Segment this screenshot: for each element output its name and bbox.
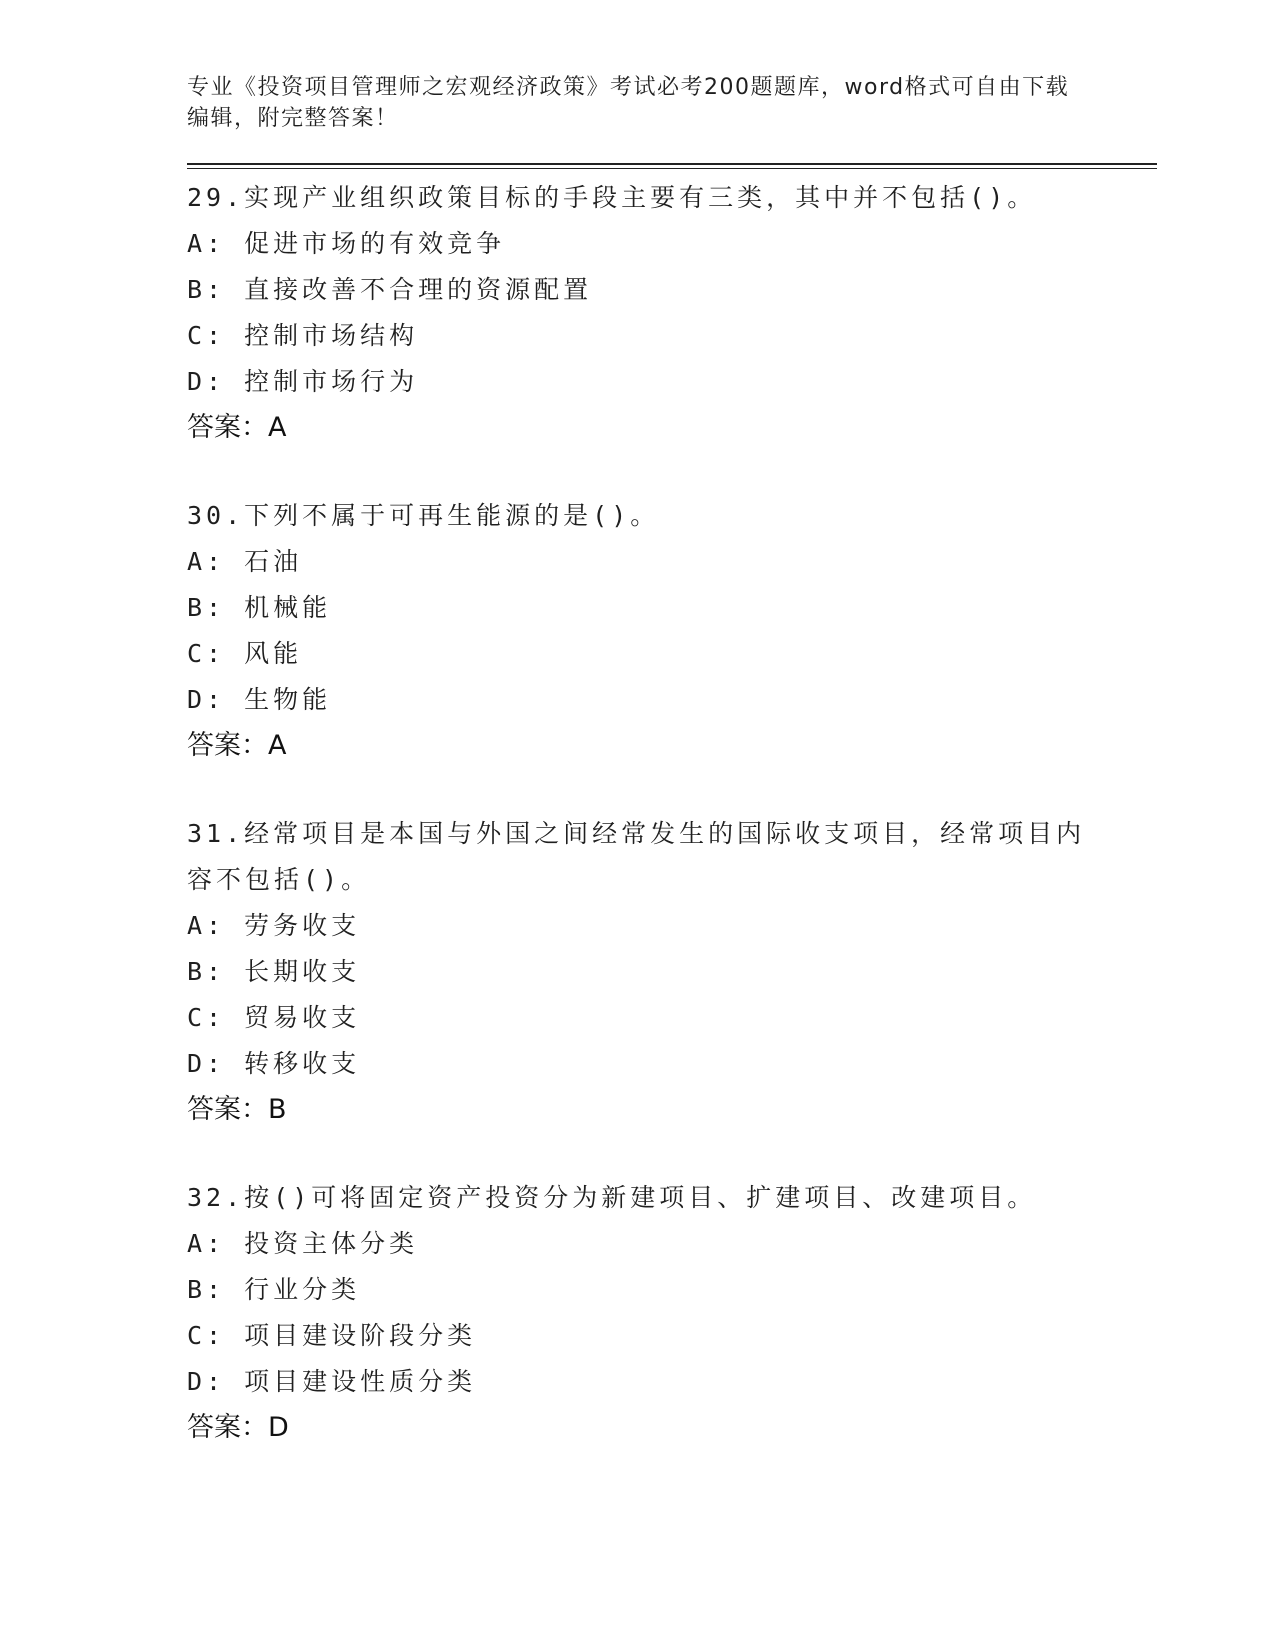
question-32 [187,1175,1157,1451]
option-c: C: 控制市场结构 [187,321,419,350]
question-30 [187,493,1157,769]
option-b: B: 行业分类 [187,1275,361,1304]
option-b: B: 直接改善不合理的资源配置 [187,275,593,304]
question-text: 32.按()可将固定资产投资分为新建项目、扩建项目、改建项目。 [187,1183,1037,1212]
option-b: B: 长期收支 [187,957,361,986]
document-page [187,72,1157,1493]
option-a: A: 劳务收支 [187,911,361,940]
question-31 [187,811,1157,1133]
question-29 [187,175,1157,451]
question-text: 31.经常项目是本国与外国之间经常发生的国际收支项目，经常项目内容不包括()。 [187,819,1086,894]
document-intro: 专业《投资项目管理师之宏观经济政策》考试必考200题题库，word格式可自由下载编辑，附完整答案！ [187,75,1070,131]
question-text: 30.下列不属于可再生能源的是()。 [187,501,660,530]
option-a: A: 石油 [187,547,303,576]
answer-line: 答案：A [187,730,287,761]
option-c: C: 贸易收支 [187,1003,361,1032]
option-a: A: 促进市场的有效竞争 [187,229,506,258]
answer-line: 答案：D [187,1412,289,1443]
option-c: C: 风能 [187,639,303,668]
question-list [187,175,1157,1451]
answer-line: 答案：A [187,412,287,443]
option-c: C: 项目建设阶段分类 [187,1321,477,1350]
header-divider [187,163,1157,165]
option-b: B: 机械能 [187,593,332,622]
option-d: D: 项目建设性质分类 [187,1367,477,1396]
answer-line: 答案：B [187,1094,287,1125]
question-text: 29.实现产业组织政策目标的手段主要有三类，其中并不包括()。 [187,183,1037,212]
option-d: D: 控制市场行为 [187,367,419,396]
option-d: D: 转移收支 [187,1049,361,1078]
option-a: A: 投资主体分类 [187,1229,419,1258]
option-d: D: 生物能 [187,685,332,714]
